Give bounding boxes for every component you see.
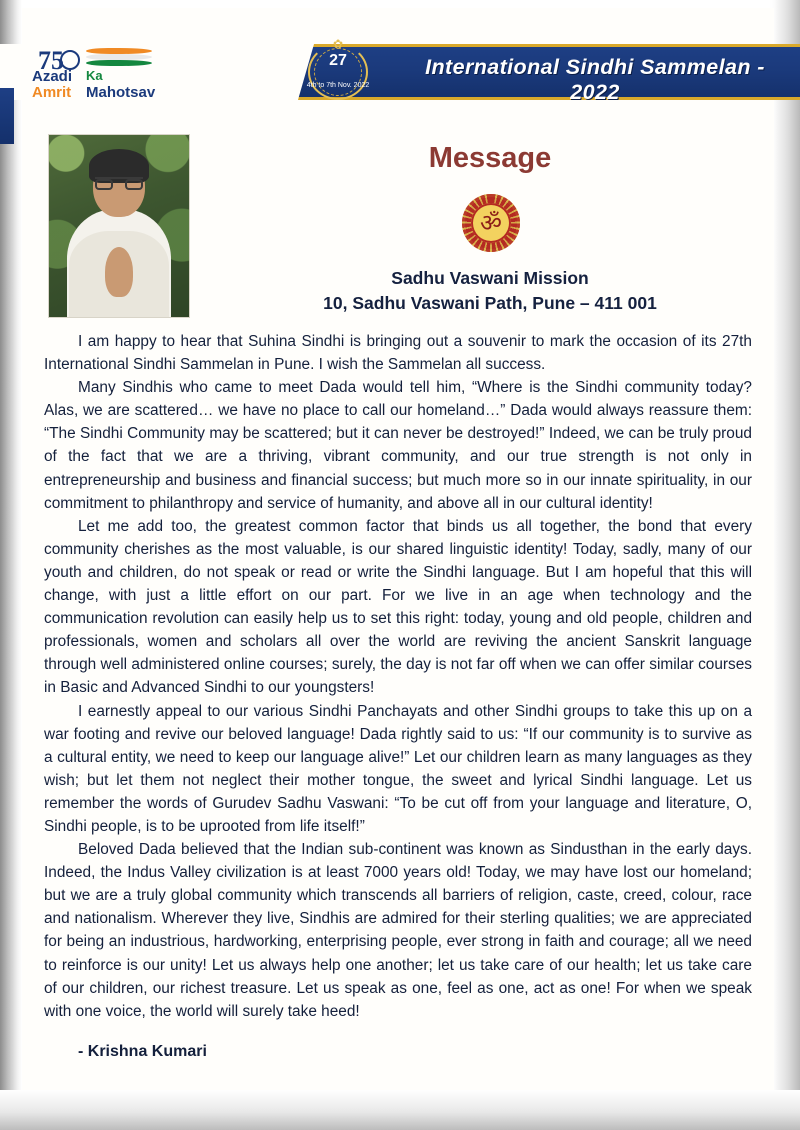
page-title: Message [428, 142, 552, 174]
emblem-edition-number: 27 [329, 52, 347, 69]
scan-left-shadow [0, 0, 22, 1130]
spectacles-icon [95, 177, 143, 190]
azadi-word-ka: Ka [86, 68, 103, 83]
scan-right-shadow [770, 0, 800, 1130]
scan-bottom-shadow [0, 1090, 800, 1130]
photo-figure-folded-hands [105, 247, 133, 297]
charkha-icon [60, 50, 80, 70]
message-paragraph: Beloved Dada believed that the Indian sub-continent was known as Sindusthan in the early days. Indeed, the Indus Valley civilization is at least 7000 years old! Today, we may have lost our homeland; but we are a truly global community which transcends all barriers of religion, caste, creed, colour, race and nationalism. Wherever they live, Sindhis are admired for their sterling qualities; we are appreciated for being an industrious, hardworking, enterprising people, ever strong in faith and courage; all we need to reinforce is our unity! Let us always help one another; let us take care of our health; let us take care of our children, our richest treasure. Let us speak as one, feel as one, act as one! For when we speak with one voice, the world will surely take heed! [44, 841, 752, 1020]
sammelan-emblem [296, 38, 380, 104]
emblem-dates: 4th to 7th Nov. 2022 [306, 82, 370, 89]
mission-address: 10, Sadhu Vaswani Path, Pune – 411 001 [323, 293, 657, 313]
message-paragraph: I earnestly appeal to our various Sindhi Panchayats and other Sindhi groups to take this up on a war footing and revive our beloved language! Dada rightly said to us: “If our community is to survive as a cultural entity, we need to keep our language alive!” Let our children learn as many languages as they wish; but let them not neglect their mother tongue, the sweet and lyrical Sindhi language. Let us remember the words of Gurudev Sadhu Vaswani: “To be cut off from your language and literature, O, Sindhi people, is to be uprooted from life itself!” [44, 702, 752, 835]
om-chakra-logo [462, 194, 520, 252]
message-body [44, 330, 752, 1023]
azadi-numeral-75: 75 [38, 46, 64, 75]
message-paragraph: Many Sindhis who came to meet Dada would tell him, “Where is the Sindhi community today? Alas, we are scattered… we have no place to call our homeland…” Dada would always reassure them: “The Sindhi Community may be scattered; but it can never be destroyed!” Indeed, we can be truly proud of the fact that we are a thriving, vibrant community, and our true strength is not only in entrepreneurship and business and financial success; but much more so in our innate spirituality, in our commitment to philanthropy and service of humanity, and above all in our cultural identity! [44, 379, 752, 512]
laurel-leaf-icon: ✿ [332, 37, 344, 51]
banner-title: International Sindhi Sammelan - 2022 [425, 55, 765, 104]
azadi-word-amrit: Amrit [32, 84, 72, 101]
mission-details [230, 266, 750, 316]
azadi-word-mahotsav: Mahotsav [86, 84, 156, 101]
avatar [48, 134, 190, 318]
signature-line: - Krishna Kumari [78, 1043, 207, 1060]
message-paragraph: I am happy to hear that Suhina Sindhi is bringing out a souvenir to mark the occasion of its 27th International Sindhi Sammelan in Pune. I wish the Sammelan all success. [44, 333, 752, 374]
azadi-ka-amrit-mahotsav-logo [30, 46, 200, 108]
banner-left-blue-edge [0, 88, 14, 144]
mission-name: Sadhu Vaswani Mission [391, 268, 589, 288]
azadi-word-azadi: Azadi [32, 68, 73, 85]
om-glyph-icon: ॐ [480, 209, 502, 237]
indian-tricolour-ribbon-icon [86, 48, 152, 68]
message-paragraph: Let me add too, the greatest common factor that binds us all together, the bond that every community cherishes as the most valuable, is our shared linguistic identity! Today, sadly, many of our youth and children, do not speak or read or write the Sindhi language. But I am hopeful that this will change, with just a little effort on our part. For we live in an age when technology and the communication revolution can easily help us to set this right: today, young and old people, children and professionals, women and scholars all over the world are reviving the ancient Sanskrit language through well administered online courses; surely, the day is not far off when we can offer similar courses in Basic and Advanced Sindhi to our youngsters! [44, 517, 752, 697]
